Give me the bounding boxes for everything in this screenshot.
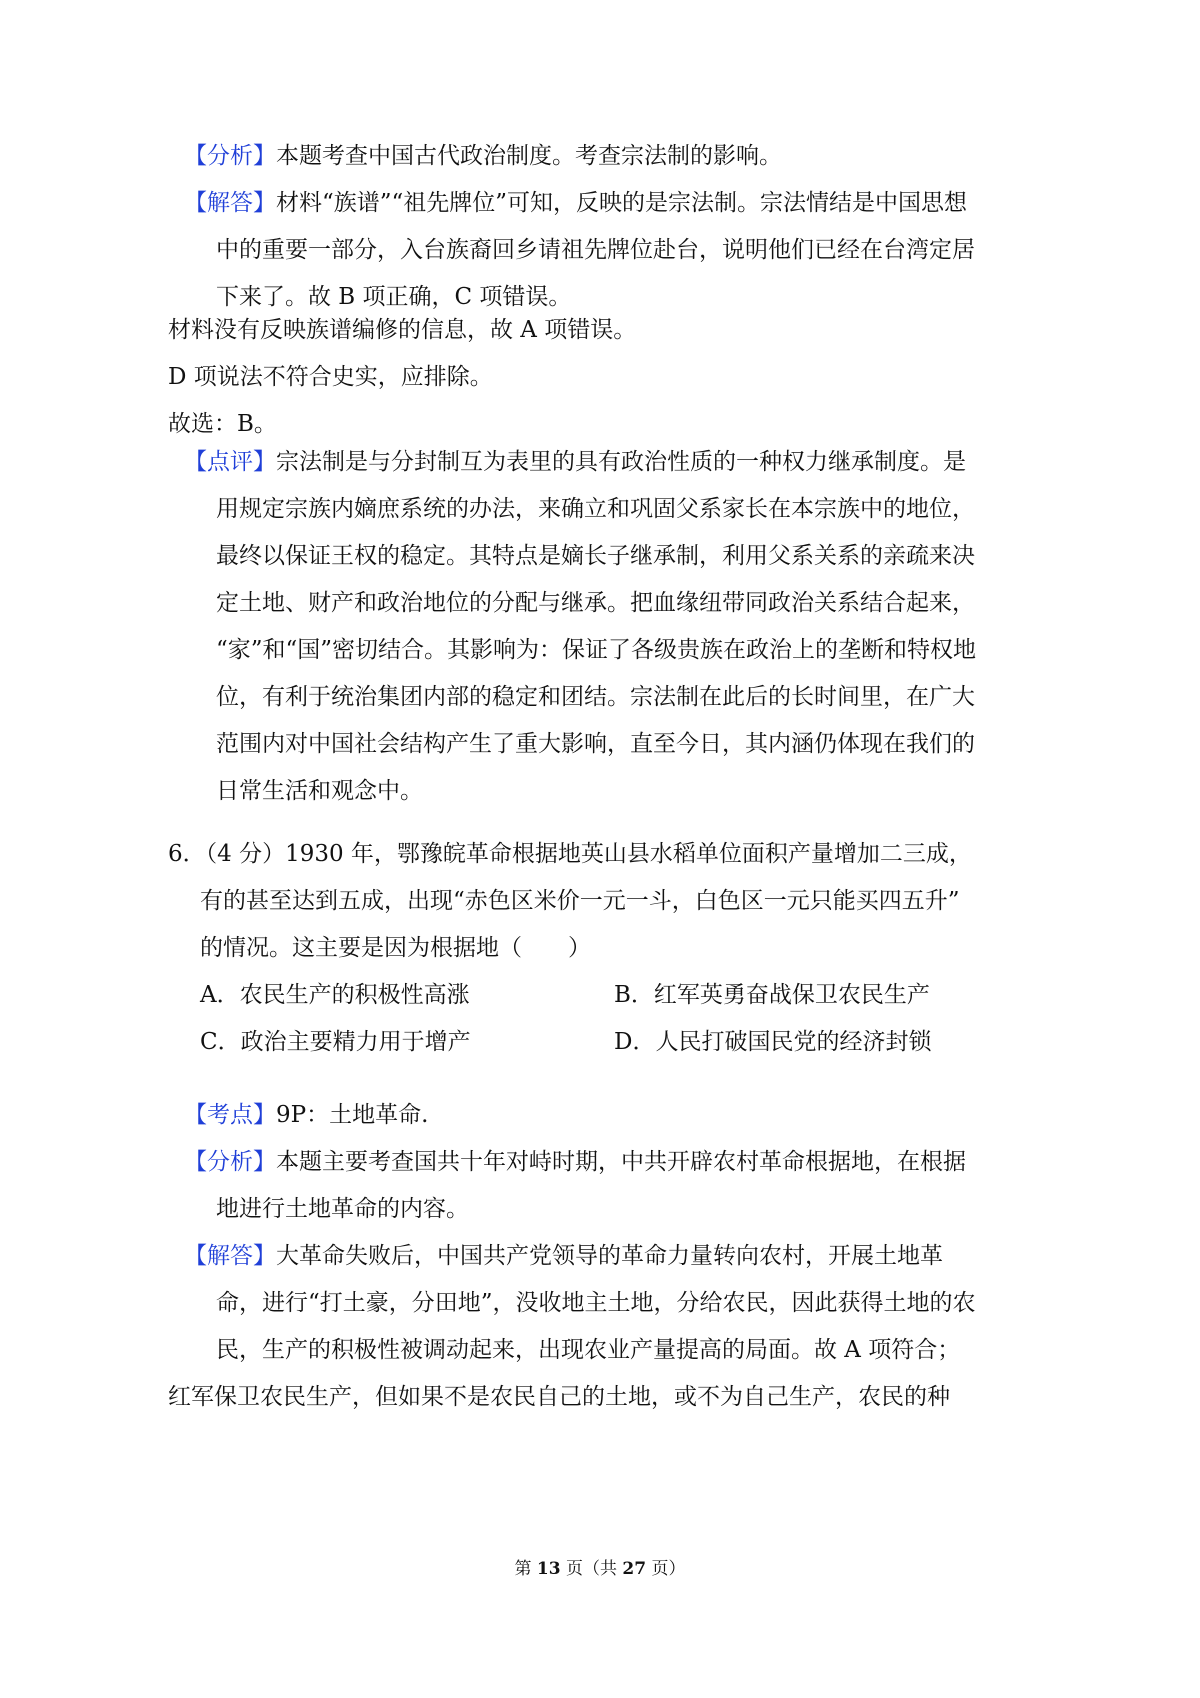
analysis-tag: 【分析】 (184, 143, 276, 169)
analysis-text: 本题考查中国古代政治制度。考查宗法制的影响。 (276, 143, 782, 169)
analysis-text: 本题主要考查国共十年对峙时期，中共开辟农村革命根据地，在根据 (276, 1149, 966, 1175)
page-footer (0, 1557, 1200, 1581)
comment-line (184, 439, 1034, 486)
question-stem-line: 有的甚至达到五成，出现“赤色区米价一元一斗，白色区一元只能买四五升” (200, 888, 960, 914)
comment-line: 位，有利于统治集团内部的稳定和团结。宗法制在此后的长时间里，在广大 (216, 684, 975, 710)
analysis-line (184, 1139, 1034, 1186)
question-6 (168, 831, 1038, 1066)
comment-line: 定土地、财产和政治地位的分配与继承。把血缘纽带同政治关系结合起来， (216, 590, 975, 616)
comment-tag: 【点评】 (184, 449, 276, 475)
question-stem-line: 6．（4 分）1930 年，鄂豫皖革命根据地英山县水稻单位面积产量增加二三成， (168, 841, 972, 867)
footer-total-pages: 27 (622, 1559, 647, 1579)
section-prev-answer (184, 133, 1034, 321)
extra-line: 故选：B。 (168, 411, 277, 437)
analysis-line: 地进行土地革命的内容。 (216, 1196, 469, 1222)
comment-text: 宗法制是与分封制互为表里的具有政治性质的一种权力继承制度。是 (276, 449, 966, 475)
answer-line (184, 180, 1034, 227)
footer-middle: 页（共 (560, 1559, 623, 1579)
answer-line: 中的重要一部分，入台族裔回乡请祖先牌位赴台，说明他们已经在台湾定居 (216, 237, 975, 263)
answer-line: 民，生产的积极性被调动起来，出现农业产量提高的局面。故 A 项符合； (216, 1337, 961, 1363)
section-prev-comment (184, 439, 1034, 815)
section-q6-extra (168, 1374, 1038, 1421)
answer-line: 下来了。故 B 项正确，C 项错误。 (216, 284, 572, 310)
comment-line: 最终以保证王权的稳定。其特点是嫡长子继承制，利用父系关系的亲疏来决 (216, 543, 975, 569)
comment-line: 日常生活和观念中。 (216, 778, 423, 804)
extra-line: 红军保卫农民生产，但如果不是农民自己的土地，或不为自己生产，农民的种 (168, 1384, 950, 1410)
footer-prefix: 第 (514, 1559, 537, 1579)
point-text: 9P：土地革命. (276, 1102, 429, 1128)
answer-text: 材料“族谱”“祖先牌位”可知，反映的是宗法制。宗法情结是中国思想 (276, 190, 968, 216)
footer-suffix: 页） (646, 1559, 686, 1579)
answer-tag: 【解答】 (184, 190, 276, 216)
extra-line: 材料没有反映族谱编修的信息，故 A 项错误。 (168, 317, 637, 343)
comment-line: 用规定宗族内嫡庶系统的办法，来确立和巩固父系家长在本宗族中的地位， (216, 496, 975, 522)
point-tag: 【考点】 (184, 1102, 276, 1128)
analysis-tag: 【分析】 (184, 1149, 276, 1175)
answer-text: 大革命失败后，中国共产党领导的革命力量转向农村，开展土地革 (276, 1243, 943, 1269)
option-a: A．农民生产的积极性高涨 (200, 982, 470, 1008)
section-q6-answer (184, 1092, 1034, 1374)
section-prev-extra (168, 307, 1018, 448)
option-c: C．政治主要精力用于增产 (200, 1029, 471, 1055)
analysis-line (184, 133, 1034, 180)
comment-line: 范围内对中国社会结构产生了重大影响，直至今日，其内涵仍体现在我们的 (216, 731, 975, 757)
options-row (168, 972, 1038, 1019)
extra-line: D 项说法不符合史实，应排除。 (168, 364, 493, 390)
point-line (184, 1092, 1034, 1139)
comment-line: “家”和“国”密切结合。其影响为：保证了各级贵族在政治上的垄断和特权地 (216, 637, 977, 663)
question-stem-line: 的情况。这主要是因为根据地（ ） (200, 935, 591, 961)
footer-page-number: 13 (536, 1559, 561, 1579)
answer-line (184, 1233, 1034, 1280)
option-b: B．红军英勇奋战保卫农民生产 (614, 982, 930, 1008)
option-d: D．人民打破国民党的经济封锁 (614, 1029, 932, 1055)
answer-tag: 【解答】 (184, 1243, 276, 1269)
options-row (168, 1019, 1038, 1066)
answer-line: 命，进行“打土豪，分田地”，没收地主土地，分给农民，因此获得土地的农 (216, 1290, 976, 1316)
